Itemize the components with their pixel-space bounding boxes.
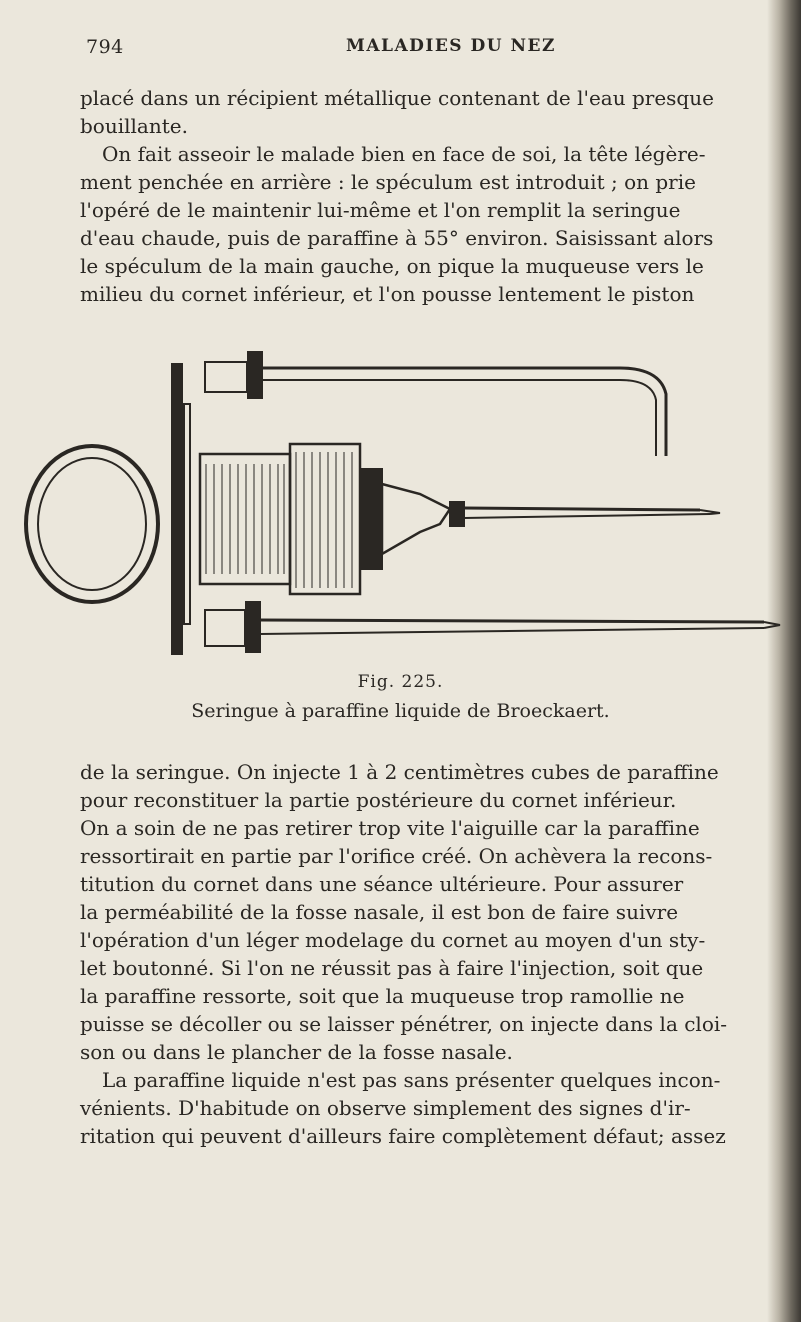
text-line: la paraffine ressorte, soit que la muqueuse trop ramollie ne — [80, 984, 685, 1008]
text-line: la perméabilité de la fosse nasale, il est bon de faire suivre — [80, 900, 679, 924]
text-line: placé dans un récipient métallique contenant de l'eau presque — [80, 86, 714, 110]
text-line: l'opération d'un léger modelage du cornet au moyen d'un sty- — [80, 928, 706, 952]
bottom-rod-collar — [246, 602, 260, 652]
bottom-rod-line — [260, 628, 764, 634]
bottom-paragraph — [80, 758, 766, 1150]
text-line: puisse se décoller ou se laisser pénétrer, on injecte dans la cloi- — [80, 1012, 728, 1036]
text-line: vénients. D'habitude on observe simplement des signes d'ir- — [80, 1096, 691, 1120]
page-header — [86, 36, 766, 64]
side-bar-left — [172, 364, 182, 654]
figure-label: Fig. 225. — [357, 672, 444, 692]
middle-needle — [464, 514, 710, 518]
running-head: MALADIES DU NEZ — [346, 36, 556, 56]
bottom-rod-base — [205, 610, 245, 646]
text-line: de la seringue. On injecte 1 à 2 centimètres cubes de paraffine — [80, 760, 719, 784]
middle-needle — [464, 508, 700, 510]
bottom-rod-line — [260, 620, 764, 622]
barrel-right — [290, 444, 360, 594]
text-line: milieu du cornet inférieur, et l'on pousse lentement le piston — [80, 282, 695, 306]
text-line: bouillante. — [80, 114, 188, 138]
text-line: La paraffine liquide n'est pas sans présenter quelques incon- — [102, 1068, 721, 1092]
text-line: le spéculum de la main gauche, on pique la muqueuse vers le — [80, 254, 704, 278]
top-rod-base — [205, 362, 247, 392]
top-rod-bend — [620, 380, 656, 456]
text-line: On fait asseoir le malade bien en face de soi, la tête légère- — [102, 142, 706, 166]
ring-handle-inner — [38, 458, 146, 590]
syringe-figure — [20, 344, 790, 664]
text-line: On a soin de ne pas retirer trop vite l'aiguille car la paraffine — [80, 816, 700, 840]
text-line: ment penchée en arrière : le spéculum est introduit ; on prie — [80, 170, 696, 194]
text-line: ritation qui peuvent d'ailleurs faire complètement défaut; assez — [80, 1124, 726, 1148]
text-line: d'eau chaude, puis de paraffine à 55° environ. Saisissant alors — [80, 226, 714, 250]
text-line: l'opéré de le maintenir lui-même et l'on remplit la seringue — [80, 198, 681, 222]
text-line: ressortirait en partie par l'orifice créé. On achèvera la recons- — [80, 844, 713, 868]
text-line: pour reconstituer la partie postérieure du cornet inférieur. — [80, 788, 677, 812]
ring-handle-outer — [26, 446, 158, 602]
syringe-illustration — [20, 344, 790, 664]
top-paragraph — [80, 84, 766, 308]
page-number: 794 — [86, 36, 124, 58]
nozzle-collar — [450, 502, 464, 526]
figure-caption: Seringue à paraffine liquide de Broeckaert. — [191, 700, 610, 722]
text-line: titution du cornet dans une séance ultérieure. Pour assurer — [80, 872, 684, 896]
text-line: son ou dans le plancher de la fosse nasale. — [80, 1040, 513, 1064]
side-bar-inner — [184, 404, 190, 624]
barrel-cap — [360, 469, 382, 569]
top-rod-collar — [248, 352, 262, 398]
text-line: let boutonné. Si l'on ne réussit pas à faire l'injection, soit que — [80, 956, 704, 980]
bottom-rod-tip — [764, 622, 780, 628]
nozzle — [382, 484, 450, 554]
